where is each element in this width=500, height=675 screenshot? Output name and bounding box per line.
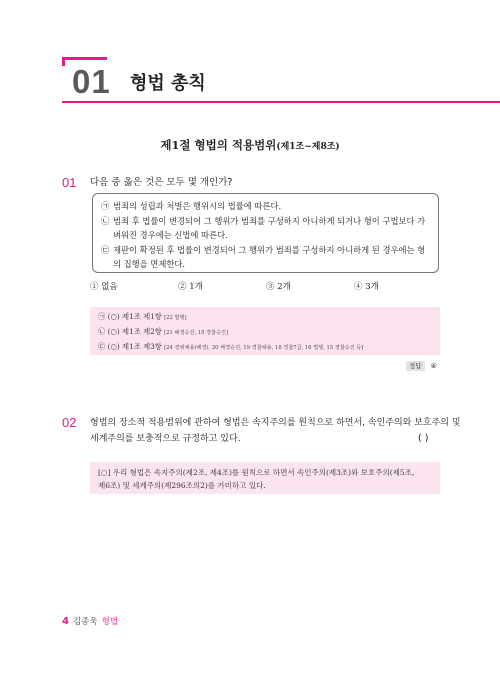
explanation-source: [22 법행] — [164, 315, 187, 321]
footer-book-title: 형법 — [101, 617, 119, 627]
explanation-2-line: 제6조) 및 세계주의(제296조의2)를 가미하고 있다. — [98, 481, 266, 490]
explanation-article: 제1조 제3항 — [122, 342, 162, 351]
explanation-mark: (○) — [107, 342, 120, 351]
explanation-mark: (○) — [107, 312, 120, 321]
question-2-answer-blank[interactable]: ( ) — [418, 433, 429, 444]
explanation-marker: ㉢ — [98, 342, 106, 351]
statement-marker: ㉡ — [101, 215, 110, 226]
choice-4[interactable]: ④ 3개 — [354, 282, 379, 292]
answer-value: ④ — [430, 362, 437, 370]
explanation-marker: ㉡ — [98, 327, 106, 336]
choice-3[interactable]: ③ 2개 — [266, 282, 291, 292]
statement-item — [101, 243, 430, 272]
statement-marker: ㉠ — [101, 201, 110, 211]
question-1-text: 다음 중 옳은 것은 모두 몇 개인가? — [90, 177, 233, 188]
statements-box — [92, 193, 439, 273]
choice-1[interactable]: ① 없음 — [90, 282, 118, 292]
chapter-divider — [62, 101, 500, 103]
explanation-line — [98, 310, 432, 325]
page-number: 4 — [62, 616, 69, 627]
statement-text: 범죄 후 법률이 변경되어 그 행위가 범죄를 구성하지 아니하게 되거나 형이 구법보다 가벼워진 경우에는 신법에 따른다. — [113, 215, 426, 240]
chapter-title: 형법 총칙 — [130, 73, 206, 94]
explanation-line — [98, 340, 432, 355]
footer-author: 김종욱 — [72, 617, 98, 627]
explanation-box — [90, 307, 440, 355]
question-2-line: 세계주의를 보충적으로 규정하고 있다. — [90, 434, 241, 444]
question-2-number: 02 — [62, 415, 77, 430]
explanation-box-2 — [90, 462, 440, 494]
explanation-source: [24 경위채용(해경), 20 해경승진, 19 경찰채용, 18 경찰7급, 16 법행, 15 경찰승진 등] — [164, 345, 364, 351]
statement-marker: ㉢ — [101, 244, 110, 255]
explanation-line — [98, 325, 432, 340]
answer-indicator — [406, 361, 437, 371]
section-title-text: 제1절 형법의 적용범위 — [160, 138, 277, 152]
statement-text: 범죄의 성립과 처벌은 행위시의 법률에 따른다. — [113, 201, 282, 211]
explanation-article: 제1조 제2항 — [122, 327, 162, 336]
page-footer — [62, 616, 118, 628]
explanation-article: 제1조 제1항 — [122, 312, 162, 321]
question-2-line: 형법의 장소적 적용범위에 관하여 형법은 속지주의를 원칙으로 하면서, 속인주의와 보호주의 및 — [90, 418, 461, 428]
explanation-2-line: [○] 우리 형법은 속지주의(제2조, 제4조)를 원칙으로 하면서 속인주의(제3조)와 보호주의(제5조, — [98, 468, 415, 477]
explanation-source: [21 해경승진, 15 경찰승진] — [164, 330, 229, 336]
answer-label: 정답 — [406, 361, 425, 371]
statement-item — [101, 214, 430, 243]
explanation-marker: ㉠ — [98, 312, 106, 321]
section-range: (제1조~제8조) — [276, 142, 340, 152]
section-title — [0, 137, 500, 155]
question-2-text — [90, 415, 461, 447]
statement-item — [101, 199, 430, 214]
statement-text: 재판이 확정된 후 법률이 변경되어 그 행위가 범죄를 구성하지 아니하게 된 경우에는 형의 집행을 면제한다. — [113, 244, 426, 269]
question-1-number: 01 — [62, 175, 77, 190]
chapter-number: 01 — [72, 63, 111, 100]
choice-2[interactable]: ② 1개 — [178, 282, 203, 292]
explanation-mark: (○) — [107, 327, 120, 336]
